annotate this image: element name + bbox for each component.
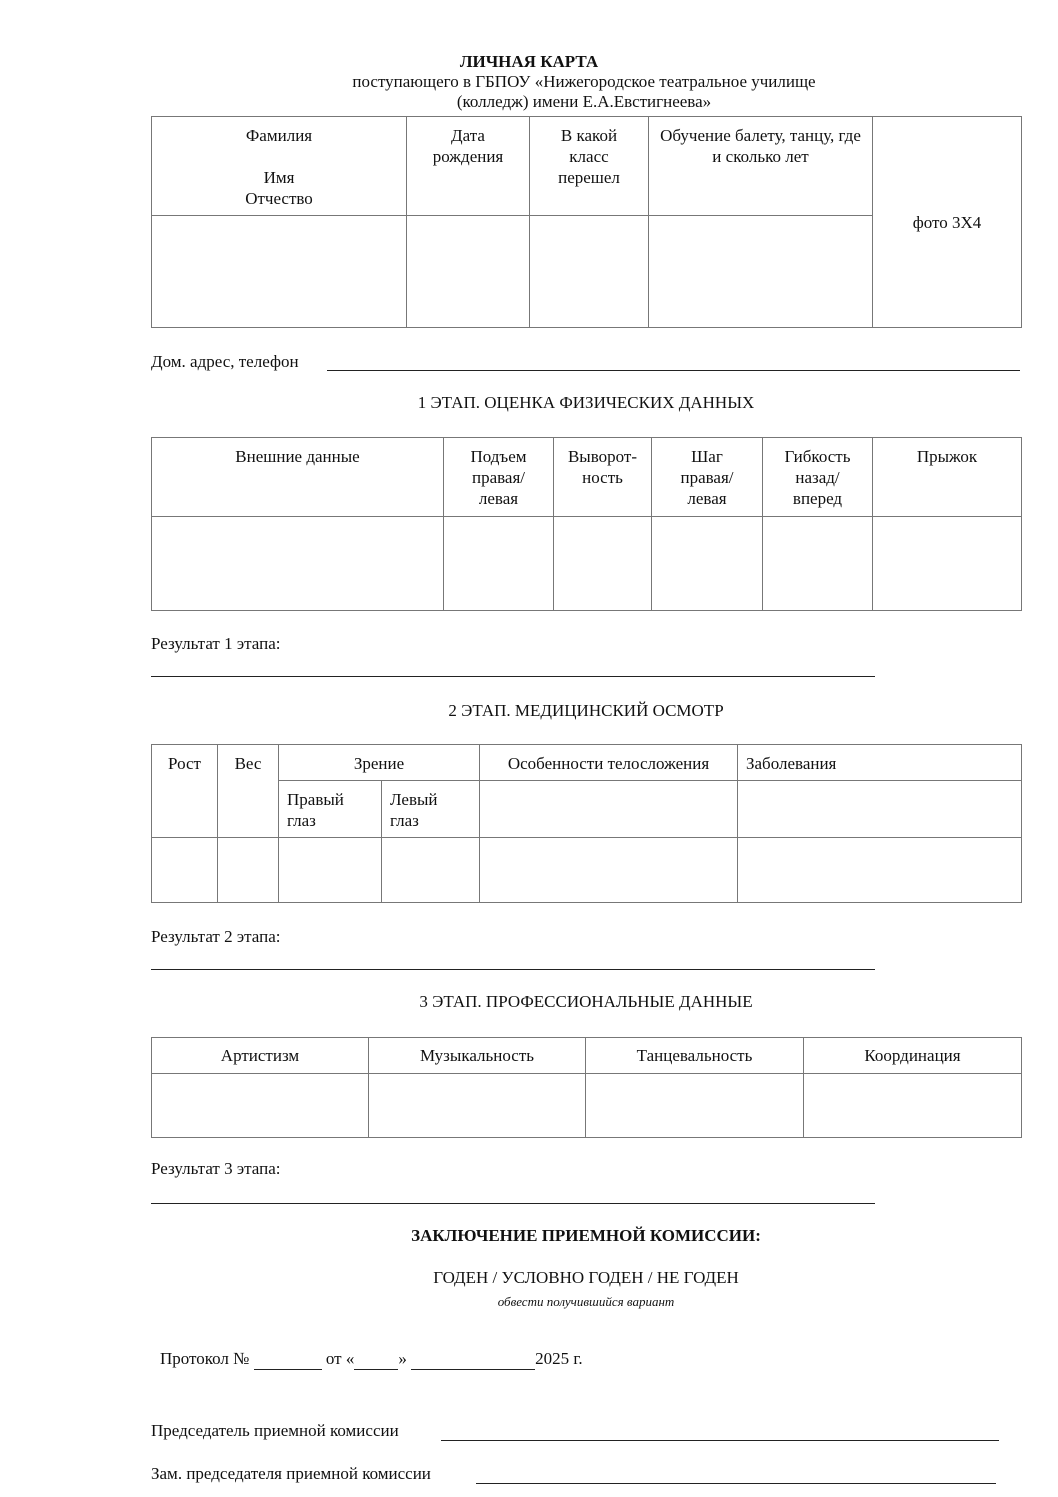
input-birth-date[interactable] [407,216,530,328]
protocol-from-label: от « [325,1349,355,1368]
input-height[interactable] [152,838,218,903]
header-appearance: Внешние данные [152,438,444,517]
header-ballet-training: Обучение балету, танцу, где и сколько лет [649,117,873,216]
input-appearance[interactable] [152,517,444,611]
input-step[interactable] [652,517,763,611]
personal-info-table [151,116,1022,328]
stage2-table [151,744,1022,903]
input-coordination[interactable] [804,1074,1022,1138]
protocol-year: 2025 г. [535,1349,583,1368]
input-flexibility[interactable] [763,517,873,611]
header-class: В какой класс перешел [530,117,649,216]
header-artistry: Артистизм [152,1038,369,1074]
header-line-1: поступающего в ГБПОУ «Нижегородское театральное училище [352,72,816,91]
input-class[interactable] [530,216,649,328]
input-full-name[interactable] [152,216,407,328]
header-body-features: Особенности телосложения [480,745,738,781]
input-turnout[interactable] [554,517,652,611]
protocol-line [160,1349,583,1370]
header-right-eye: Правый глаз [279,781,382,838]
stage1-result-label: Результат 1 этапа: [151,634,281,653]
deputy-label: Зам. председателя приемной комиссии [151,1464,431,1483]
protocol-number-input[interactable] [254,1349,322,1370]
stage1-title: 1 ЭТАП. ОЦЕНКА ФИЗИЧЕСКИХ ДАННЫХ [417,393,755,412]
document-header [0,52,1058,112]
address-input-line[interactable] [327,370,1020,371]
deputy-signature-line[interactable] [476,1483,996,1484]
input-body-features[interactable] [480,838,738,903]
header-left-eye: Левый глаз [382,781,480,838]
header-full-name [152,117,407,216]
protocol-label: Протокол № [160,1349,250,1368]
chairman-signature-line[interactable] [441,1440,999,1441]
header-height: Рост [152,745,218,838]
stage1-result-line[interactable] [151,676,875,677]
input-jump[interactable] [873,517,1022,611]
header-flexibility: Гибкость назад/ вперед [763,438,873,517]
input-instep[interactable] [444,517,554,611]
header-jump: Прыжок [873,438,1022,517]
input-ballet-training[interactable] [649,216,873,328]
stage1-table [151,437,1022,611]
protocol-month-input[interactable] [411,1349,535,1370]
header-coordination: Координация [804,1038,1022,1074]
photo-placeholder: фото 3Х4 [873,117,1022,328]
input-diseases[interactable] [738,838,1022,903]
input-musicality[interactable] [369,1074,586,1138]
header-instep: Подъем правая/ левая [444,438,554,517]
chairman-label: Председатель приемной комиссии [151,1421,399,1440]
stage3-title: 3 ЭТАП. ПРОФЕССИОНАЛЬНЫЕ ДАННЫЕ [419,992,753,1011]
input-weight[interactable] [218,838,279,903]
input-danceability[interactable] [586,1074,804,1138]
address-label: Дом. адрес, телефон [151,352,299,371]
stage3-table [151,1037,1022,1138]
conclusion-options[interactable]: ГОДЕН / УСЛОВНО ГОДЕН / НЕ ГОДЕН [433,1268,739,1287]
header-weight: Вес [218,745,279,838]
input-diseases-top[interactable] [738,781,1022,838]
header-diseases: Заболевания [738,745,1022,781]
header-line-2: (колледж) имени Е.А.Евстигнеева» [456,92,712,111]
input-body-features-top[interactable] [480,781,738,838]
input-right-eye[interactable] [279,838,382,903]
stage2-title: 2 ЭТАП. МЕДИЦИНСКИЙ ОСМОТР [448,701,724,720]
input-left-eye[interactable] [382,838,480,903]
header-danceability: Танцевальность [586,1038,804,1074]
stage3-result-line[interactable] [151,1203,875,1204]
stage2-result-line[interactable] [151,969,875,970]
label-first-name: Имя [263,168,295,187]
stage3-result-label: Результат 3 этапа: [151,1159,281,1178]
input-artistry[interactable] [152,1074,369,1138]
header-musicality: Музыкальность [369,1038,586,1074]
header-vision: Зрение [279,745,480,781]
label-surname: Фамилия [245,126,313,145]
header-turnout: Выворот- ность [554,438,652,517]
document-title: ЛИЧНАЯ КАРТА [459,52,599,71]
conclusion-title: ЗАКЛЮЧЕНИЕ ПРИЕМНОЙ КОМИССИИ: [411,1226,761,1245]
label-patronymic: Отчество [245,189,313,208]
stage2-result-label: Результат 2 этапа: [151,927,281,946]
protocol-close-quote: » [398,1349,407,1368]
header-step: Шаг правая/ левая [652,438,763,517]
header-birth-date: Дата рождения [407,117,530,216]
protocol-day-input[interactable] [354,1349,398,1370]
conclusion-hint: обвести получившийся вариант [497,1294,675,1309]
